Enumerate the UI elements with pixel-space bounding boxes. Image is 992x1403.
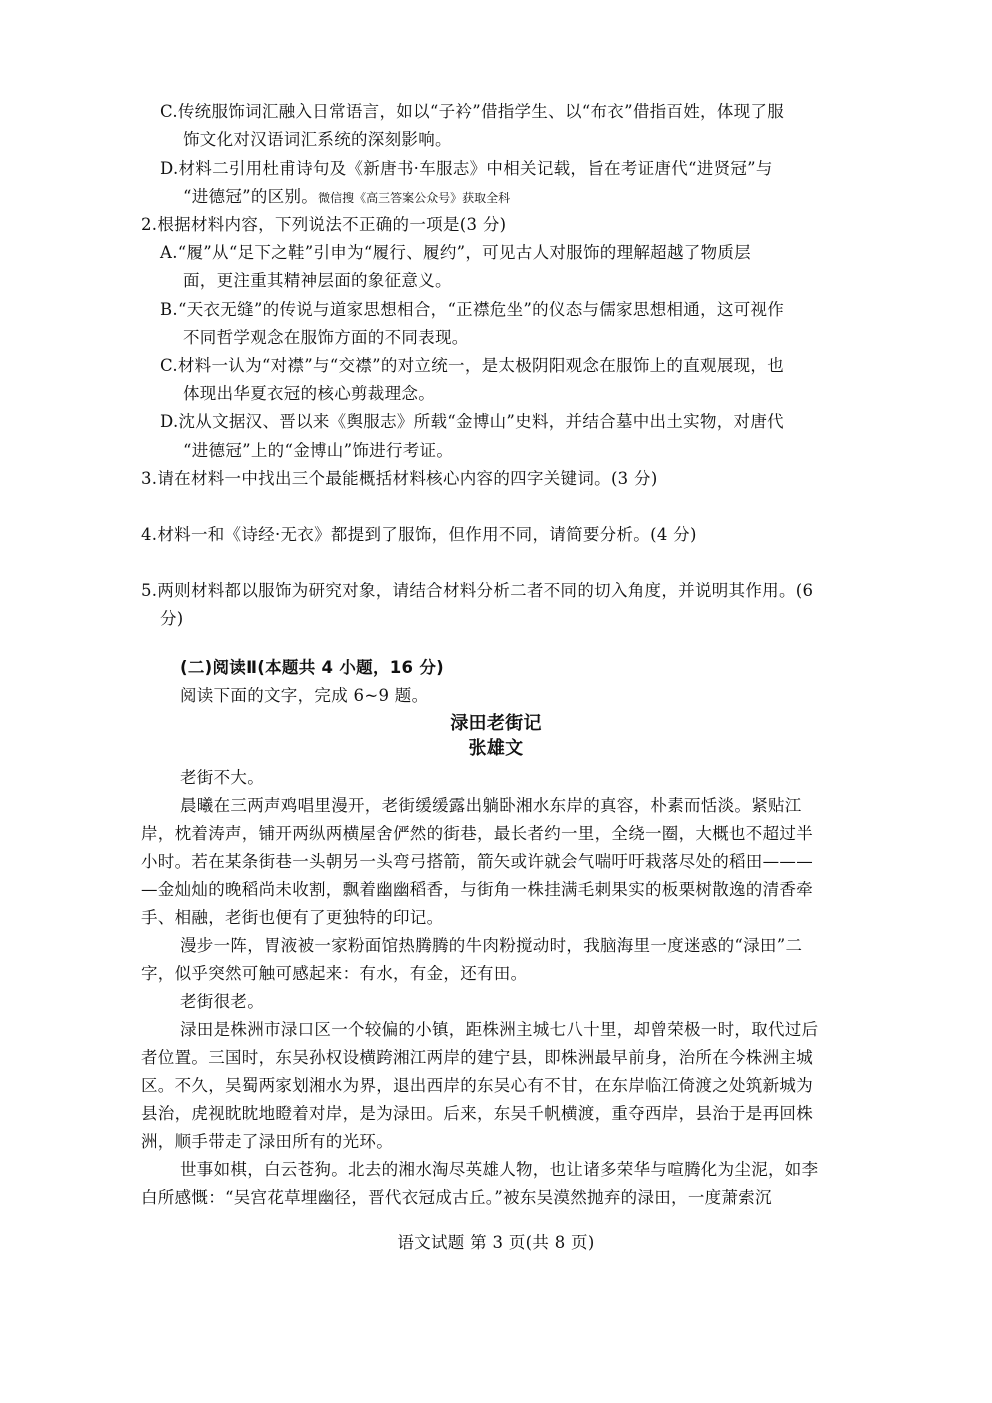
section2-instruction: 阅读下面的文字，完成 6~9 题。 [180,686,429,705]
passage-line: 县治，虎视眈眈地瞪着对岸，是为渌田。后来，东吴千帆横渡，重夺西岸，县治于是再回株 [141,1104,813,1123]
passage-line: 洲，顺手带走了渌田所有的光环。 [141,1132,393,1151]
passage-author: 张雄文 [468,738,524,759]
watermark-text: 微信搜《高三答案公众号》获取全科 [318,191,511,205]
q3-stem: 3.请在材料一中找出三个最能概括材料核心内容的四字关键词。(3 分) [141,469,658,488]
q2-option-d-line2: “进德冠”上的“金博山”饰进行考证。 [183,441,454,460]
q5-stem-line2: 分) [160,609,184,628]
passage-line: 者位置。三国时，东吴孙权设横跨湘江两岸的建宁县，即株洲最早前身，治所在今株洲主城 [141,1048,813,1067]
q2-option-b-line1: B.“天衣无缝”的传说与道家思想相合，“正襟危坐”的仪态与儒家思想相通，这可视作 [160,300,785,319]
passage-line: 渌田是株洲市渌口区一个较偏的小镇，距株洲主城七八十里，却曾荣极一时，取代过后 [180,1020,819,1039]
q2-stem: 2.根据材料内容，下列说法不正确的一项是(3 分) [141,215,507,234]
passage-line: 漫步一阵，胃液被一家粉面馆热腾腾的牛肉粉搅动时，我脑海里一度迷惑的“渌田”二 [180,936,803,955]
passage-line: 老街不大。 [180,768,264,787]
q4-stem: 4.材料一和《诗经·无衣》都提到了服饰，但作用不同，请简要分析。(4 分) [141,525,697,544]
passage-line: —金灿灿的晚稻尚未收割，飘着幽幽稻香，与街角一株挂满毛刺果实的板栗树散逸的清香牵 [141,880,813,899]
passage-line: 岸，枕着涛声，铺开两纵两横屋舍俨然的街巷，最长者约一里，全绕一圈，大概也不超过半 [141,824,813,843]
page-footer: 语文试题 第 3 页(共 8 页) [397,1233,595,1252]
q1-option-c-line1: C.传统服饰词汇融入日常语言，如以“子衿”借指学生、以“布衣”借指百姓，体现了服 [160,102,785,121]
section2-heading: (二)阅读Ⅱ(本题共 4 小题，16 分) [180,658,445,677]
q2-option-c-line2: 体现出华夏衣冠的核心剪裁理念。 [183,384,435,403]
q1-option-c-line2: 饰文化对汉语词汇系统的深刻影响。 [183,130,452,149]
passage-line: 手、相融，老街也便有了更独特的印记。 [141,908,444,927]
passage-line: 晨曦在三两声鸡唱里漫开，老街缓缓露出躺卧湘水东岸的真容，朴素而恬淡。紧贴江 [180,796,802,815]
q2-option-c-line1: C.材料一认为“对襟”与“交襟”的对立统一，是太极阴阳观念在服饰上的直观展现，也 [160,356,785,375]
passage-line: 白所感慨：“吴宫花草埋幽径，晋代衣冠成古丘。”被东吴漠然抛弃的渌田，一度萧索沉 [141,1188,772,1207]
q1-option-d-line2 [183,185,510,210]
q2-option-d-line1: D.沈从文据汉、晋以来《舆服志》所载“金博山”史料，并结合墓中出土实物，对唐代 [160,412,784,431]
q1-option-d-text: “进德冠”的区别。 [183,187,319,206]
passage-line: 世事如棋，白云苍狗。北去的湘水淘尽英雄人物，也让诸多荣华与喧腾化为尘泥，如李 [180,1160,819,1179]
q5-stem-line1: 5.两则材料都以服饰为研究对象，请结合材料分析二者不同的切入角度，并说明其作用。(6 [141,581,814,600]
q2-option-b-line2: 不同哲学观念在服饰方面的不同表现。 [183,328,469,347]
passage-line: 老街很老。 [180,992,264,1011]
q1-option-d-line1: D.材料二引用杜甫诗句及《新唐书·车服志》中相关记载，旨在考证唐代“进贤冠”与 [160,159,773,178]
passage-line: 小时。若在某条街巷一头朝另一头弯弓搭箭，箭矢或许就会气喘吁吁栽落尽处的稻田——— [141,852,813,871]
passage-line: 字，似乎突然可触可感起来：有水，有金，还有田。 [141,964,528,983]
passage-title: 渌田老街记 [450,713,542,734]
q2-option-a-line1: A.“履”从“足下之鞋”引申为“履行、履约”，可见古人对服饰的理解超越了物质层 [160,243,751,262]
passage-line: 区。不久，吴蜀两家划湘水为界，退出西岸的东吴心有不甘，在东岸临江倚渡之处筑新城为 [141,1076,813,1095]
q2-option-a-line2: 面，更注重其精神层面的象征意义。 [183,271,452,290]
